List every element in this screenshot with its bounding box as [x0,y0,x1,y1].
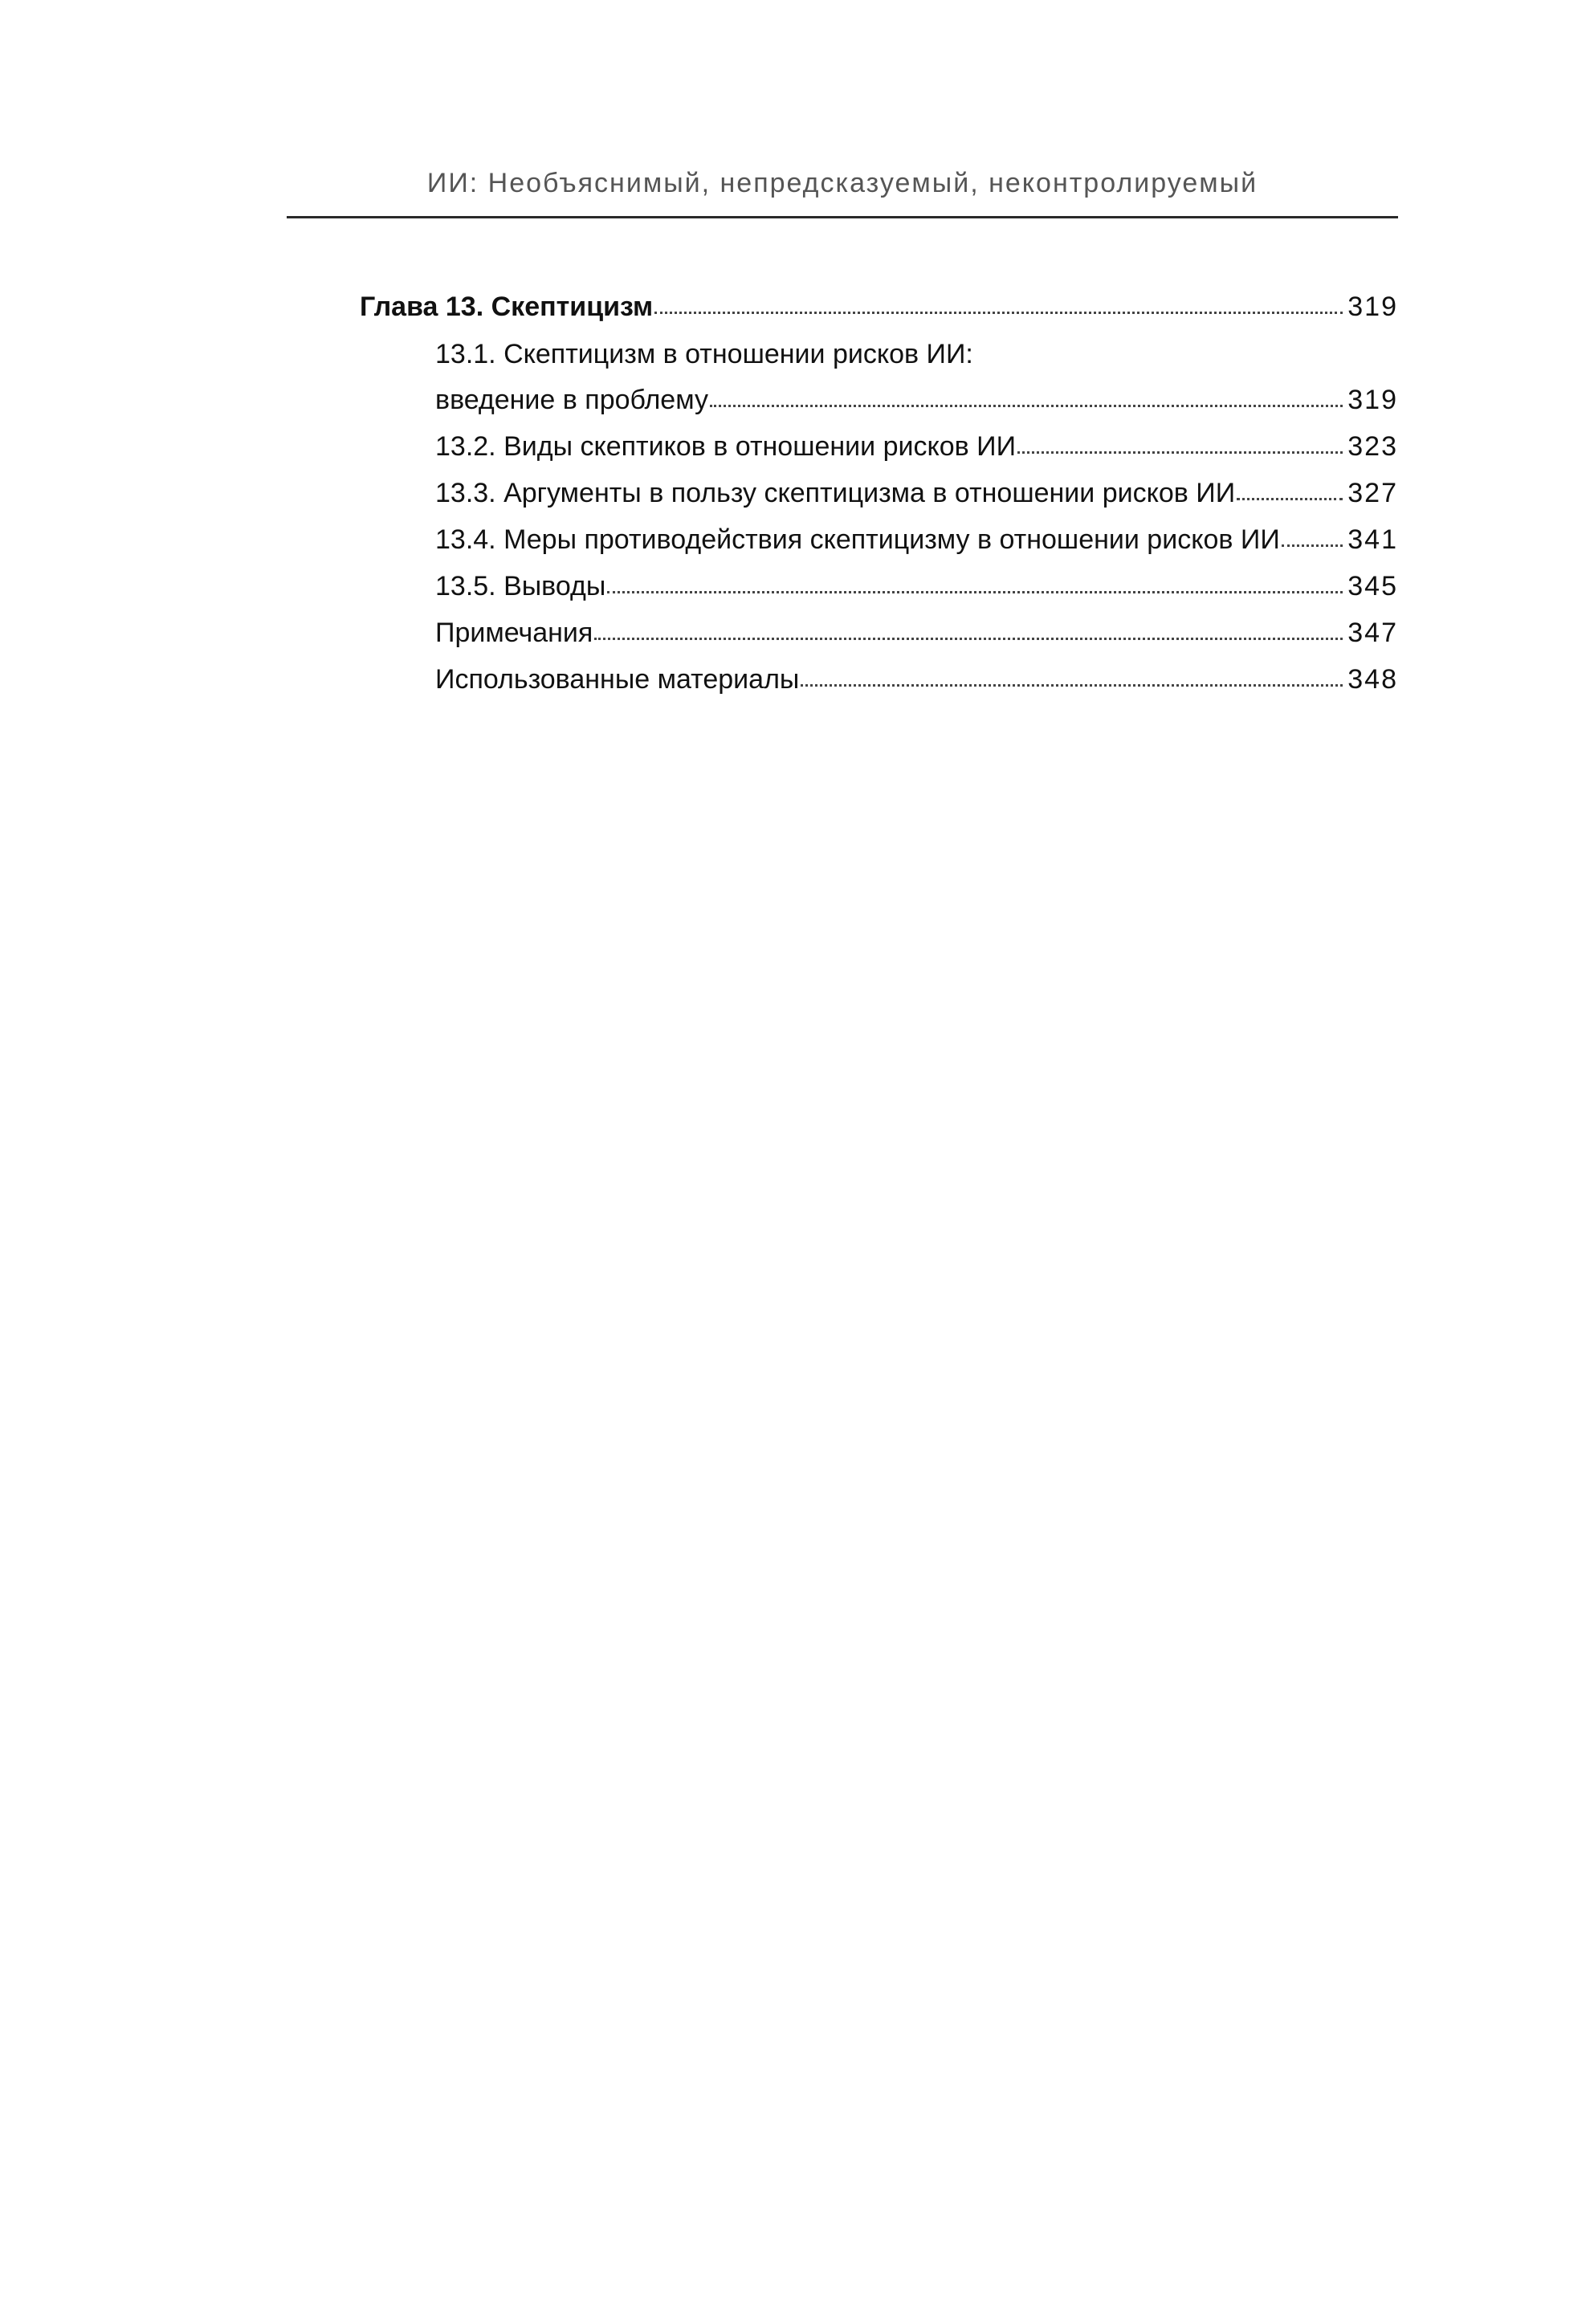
running-header: ИИ: Необъяснимый, непредсказуемый, неконтролируемый [426,168,1258,198]
toc-entry [435,380,1398,420]
page-number: 345 [1347,571,1398,601]
toc-entry [435,473,1398,513]
chapter-name: Скептицизм [491,292,654,322]
page-number: 348 [1347,664,1398,695]
toc-entry-title: введение в проблему [435,385,708,415]
leader-dots [607,583,1343,593]
page-number: 323 [1347,431,1398,462]
page-number: 319 [1347,385,1398,415]
toc-entry [435,659,1398,699]
leader-dots [801,676,1343,687]
toc-entry [435,520,1398,560]
toc-entry [435,613,1398,653]
toc-entry-title: 13.4. Меры противодействия скептицизму в отношении рисков ИИ [435,524,1280,555]
leader-dots [594,630,1343,640]
toc-entry-title: 13.2. Виды скептиков в отношении рисков ИИ [435,431,1017,462]
page-number: 347 [1347,618,1398,648]
toc-entry-title: Примечания [435,618,593,648]
page-number: 319 [1347,292,1398,322]
toc-chapter-title [360,287,653,327]
leader-dots [654,304,1343,314]
toc-chapter-row [360,287,1398,327]
leader-dots [1282,536,1343,547]
chapter-prefix: Глава 13. [360,292,484,322]
toc-entry-title: 13.5. Выводы [435,571,606,601]
toc-entry-first-line: 13.1. Скептицизм в отношении рисков ИИ: [435,339,973,369]
leader-dots [710,397,1343,407]
toc-entry-title: Использованные материалы [435,664,800,695]
toc-entry-title: 13.3. Аргументы в пользу скептицизма в отношении рисков ИИ [435,478,1236,508]
page-number: 327 [1347,478,1398,508]
toc-entry [435,426,1398,467]
leader-dots [1017,443,1343,454]
toc-entry [435,566,1398,606]
page-number: 341 [1347,524,1398,555]
leader-dots [1237,490,1343,500]
